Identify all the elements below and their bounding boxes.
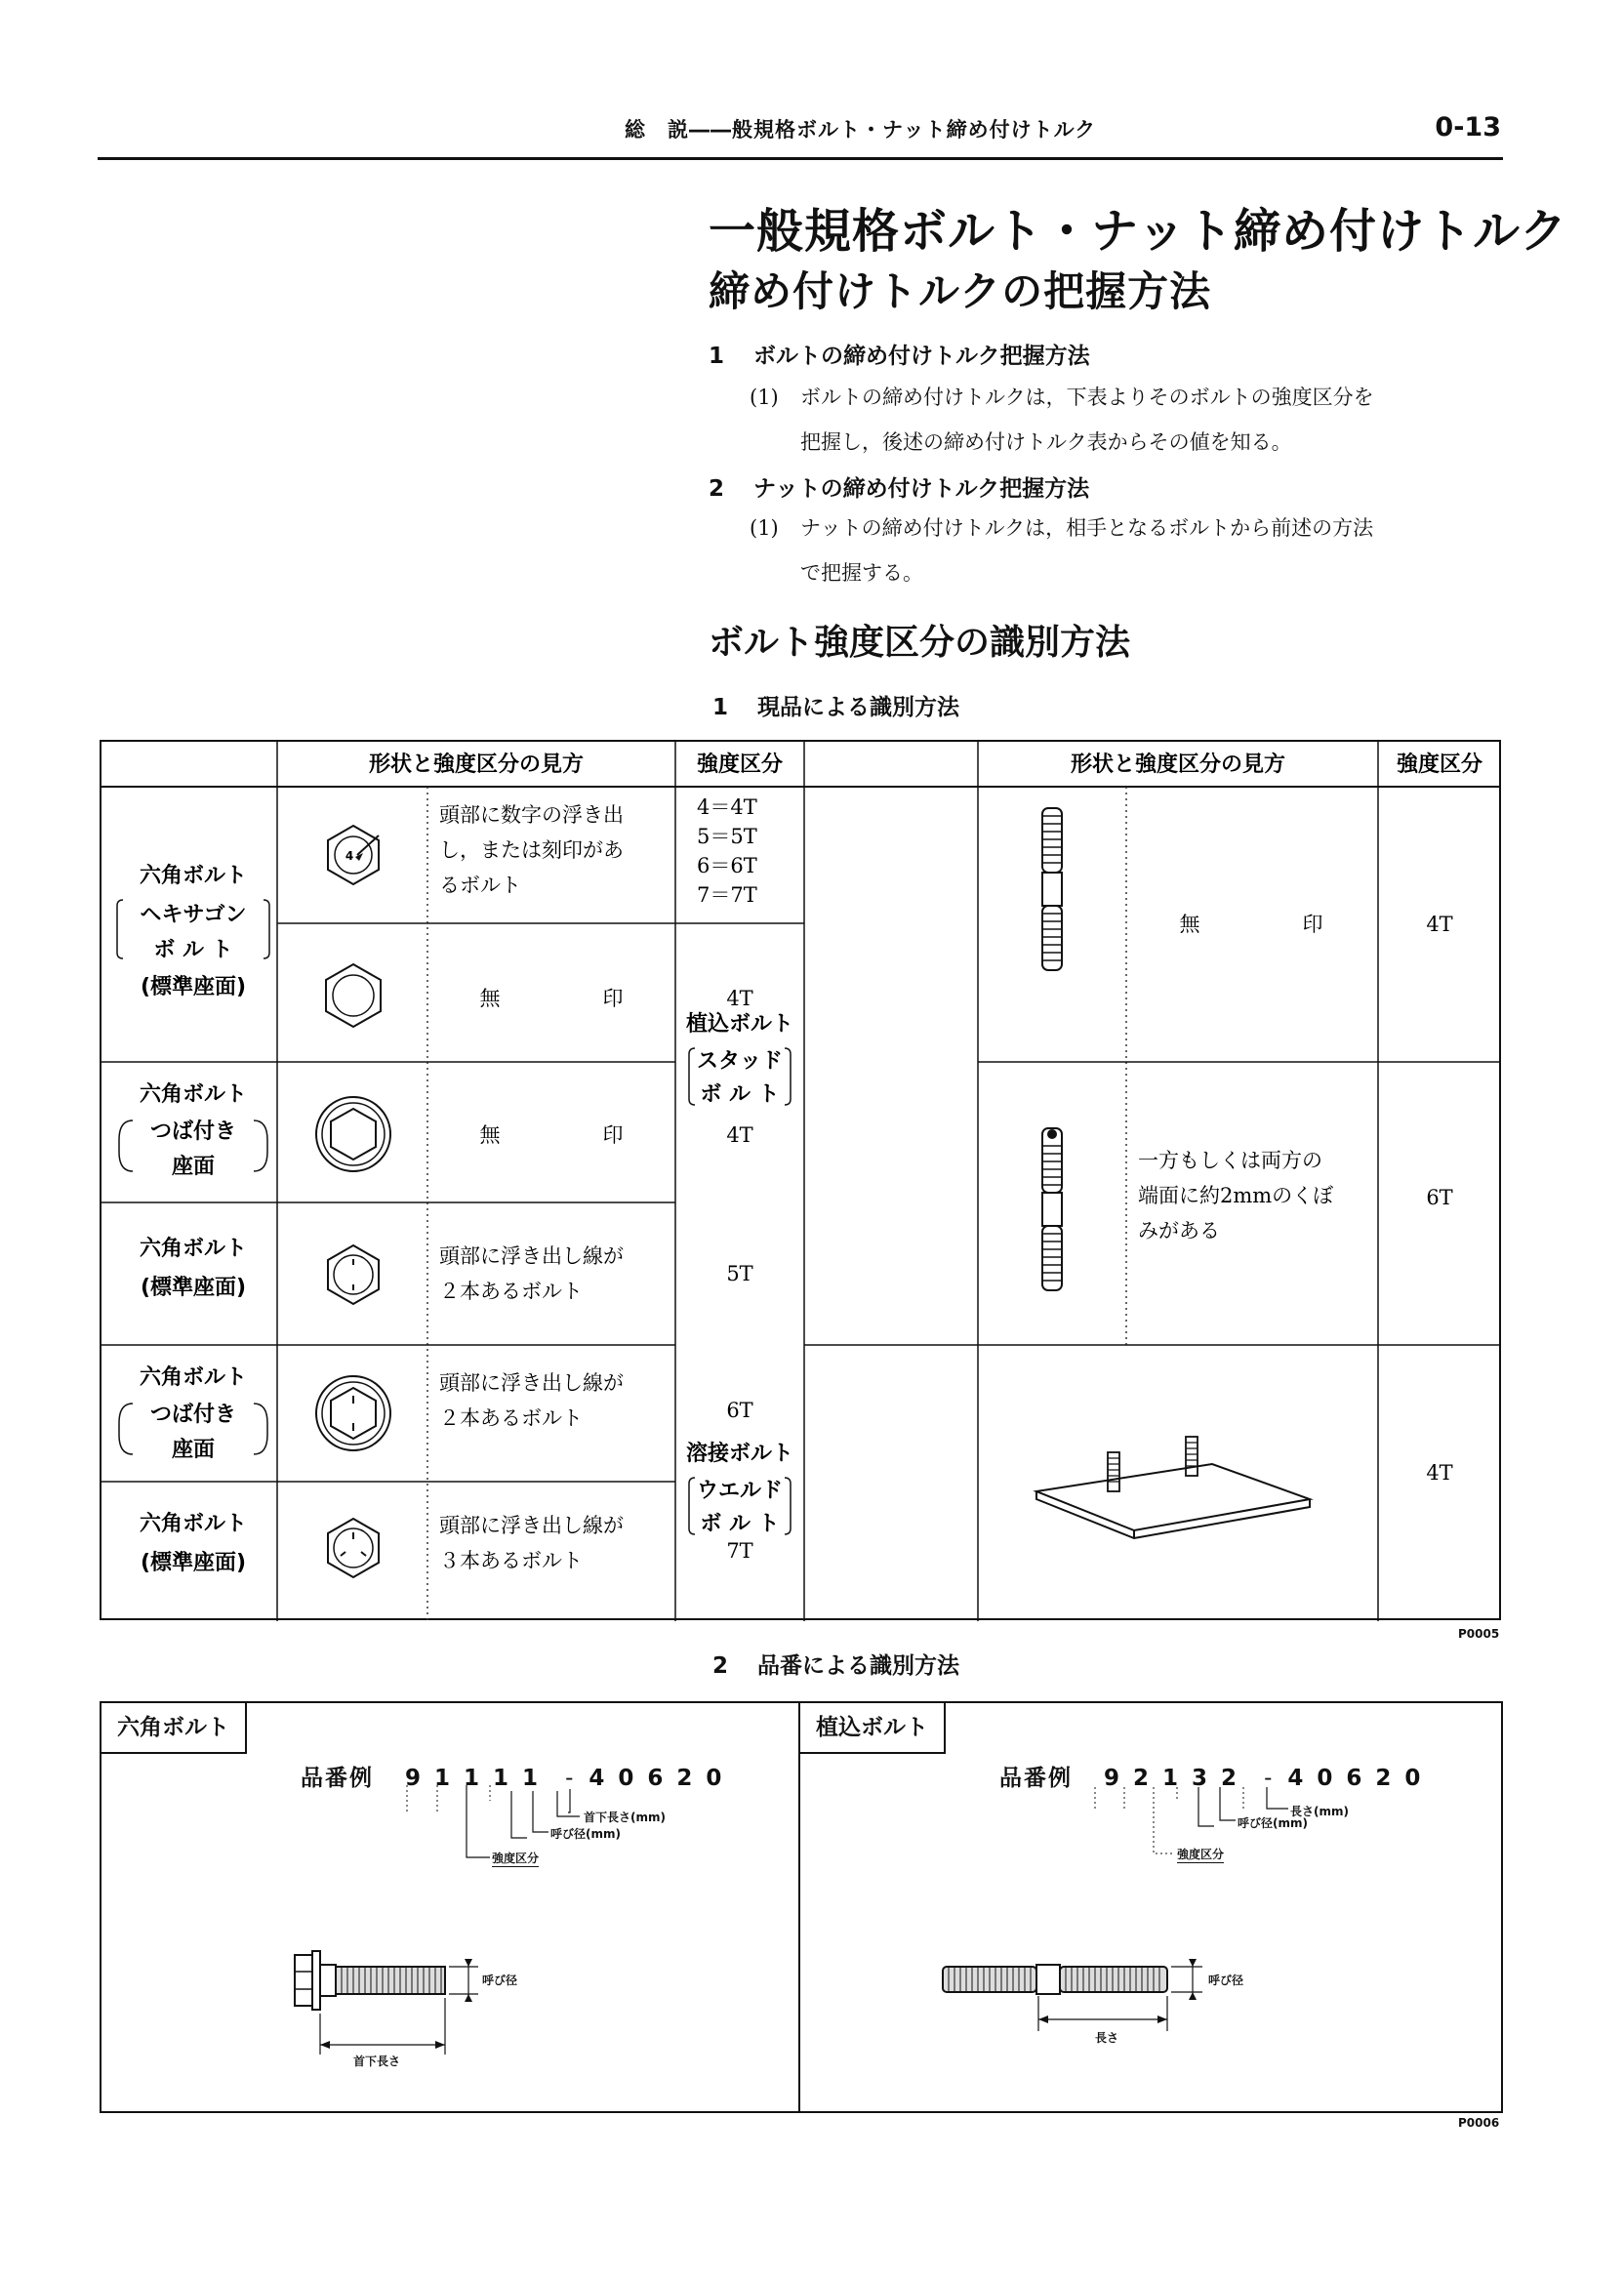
row-d-type-2: (標準座面): [140, 1276, 247, 1300]
row-a-grade-3: 6＝6T: [697, 854, 757, 877]
figure-code-p0006: P0006: [1458, 2116, 1500, 2130]
bracket-left: [117, 900, 123, 958]
stud-part-digits-b: 40620: [1287, 1766, 1435, 1791]
step-1-line-2: 把握し，後述の締め付けトルク表からその値を知る。: [800, 430, 1292, 454]
bracket-left: [689, 1048, 695, 1105]
row-c-grade: 4T: [726, 1123, 753, 1147]
bracket-right: [785, 1478, 791, 1534]
running-header: [98, 114, 1503, 160]
method-1-title: 現品による識別方法: [757, 695, 960, 720]
step-2-line-1: ナットの締め付けトルクは，相手となるボルトから前述の方法: [800, 516, 1374, 540]
weld-grade: 4T: [1426, 1461, 1453, 1485]
method-1-number: 1: [712, 695, 729, 720]
stud2-desc-3: みがある: [1138, 1219, 1220, 1242]
row-a-desc-2: し，または刻印があ: [439, 838, 624, 862]
row-f-desc-2: ３本あるボルト: [439, 1549, 583, 1572]
stud2-grade: 6T: [1426, 1186, 1453, 1209]
row-b-desc: 無 印: [479, 987, 624, 1010]
stud-type-3: ボ ル ト: [700, 1082, 780, 1107]
flange-hex-bolt-plain-icon: [316, 1097, 390, 1171]
hex-dim-diameter: 呼び径: [482, 1974, 518, 1987]
row-e-type: 六角ボルト: [139, 1365, 248, 1390]
stud-grade: 4T: [1426, 913, 1453, 936]
row-e-grade: 6T: [726, 1399, 753, 1422]
tab-hex-bolt: 六角ボルト: [102, 1703, 247, 1754]
step-2-title: ナットの締め付けトルク把握方法: [753, 476, 1090, 502]
stud-type: 植込ボルト: [685, 1012, 794, 1037]
row-a-desc-3: るボルト: [439, 874, 521, 897]
step-2-number: 2: [709, 476, 725, 502]
row-a-grade-2: 5＝5T: [697, 825, 757, 848]
stud2-desc-2: 端面に約2mmのくぼ: [1138, 1184, 1334, 1207]
stud-callout-grade: 強度区分: [1177, 1848, 1225, 1861]
row-e-desc-2: ２本あるボルト: [439, 1406, 583, 1430]
row-b-grade: 4T: [726, 987, 753, 1010]
identification-table: [100, 740, 1501, 1621]
row-f-type-2: (標準座面): [140, 1551, 247, 1575]
table-border: [101, 741, 1500, 1619]
tab-stud-bolt: 植込ボルト: [800, 1703, 946, 1754]
stud-dim-diameter: 呼び径: [1208, 1974, 1244, 1987]
stud2-desc-1: 一方もしくは両方の: [1138, 1149, 1322, 1172]
stud-bolt-side-view-icon: [943, 1965, 1167, 1994]
stud-dim-length: 長さ: [1095, 2031, 1119, 2045]
step-1-title: ボルトの締め付けトルク把握方法: [753, 344, 1090, 369]
row-a-type: 六角ボルト: [139, 864, 248, 888]
row-c-type-2: つば付き: [149, 1120, 237, 1144]
hex-part-label: 品番例: [301, 1766, 374, 1791]
header-grade-right: 強度区分: [1396, 753, 1483, 777]
weld-type: 溶接ボルト: [685, 1442, 794, 1466]
step-1-heading: [709, 338, 1090, 370]
hex-bolt-two-lines-icon: [328, 1245, 379, 1304]
header-shape-right: 形状と強度区分の見方: [1070, 753, 1286, 777]
step-2-paragraph: [750, 506, 1530, 595]
stud-callout-length: 長さ(mm): [1290, 1805, 1349, 1818]
stud-callout-diameter: 呼び径(mm): [1238, 1816, 1308, 1830]
stud-bolt-icon: [1042, 808, 1062, 970]
step-1-paragraph: [750, 375, 1530, 465]
hex-bolt-number-mark-icon: [328, 826, 379, 884]
step-2-heading: [709, 470, 1089, 503]
paren-left: [119, 1120, 133, 1171]
hex-part-digits-b: 40620: [589, 1766, 736, 1791]
step-1-line-1: ボルトの締め付けトルクは，下表よりそのボルトの強度区分を: [800, 386, 1374, 409]
paren-right: [254, 1120, 267, 1171]
stud-bolt-part-diagram: [800, 1703, 1501, 2111]
hex-callout-length: 首下長さ(mm): [584, 1811, 666, 1824]
step-1-item-number: (1): [750, 386, 779, 409]
flange-hex-bolt-two-lines-icon: [316, 1376, 390, 1450]
stud-part-label: 品番例: [999, 1766, 1073, 1791]
subtitle: 締め付けトルクの把握方法: [709, 267, 1212, 315]
row-d-desc-2: ２本あるボルト: [439, 1280, 583, 1303]
stud-part-digits-a: 92132: [1104, 1766, 1251, 1791]
row-a-grade-1: 4＝4T: [697, 795, 757, 819]
hex-part-dash: -: [565, 1766, 576, 1791]
step-2-item-number: (1): [750, 516, 779, 540]
row-e-type-2: つば付き: [149, 1403, 237, 1427]
row-d-type: 六角ボルト: [139, 1237, 248, 1261]
svg-text:4: 4: [345, 849, 354, 863]
part-number-section: [100, 1701, 1503, 2113]
weld-type-2: ウエルド: [696, 1479, 784, 1503]
hex-dim-length: 首下長さ: [353, 2055, 401, 2068]
row-c-type-3: 座面: [171, 1155, 216, 1179]
figure-code-p0005: P0005: [1458, 1627, 1500, 1641]
stud-bolt-recessed-end-icon: [1042, 1128, 1062, 1290]
hex-callout-diameter: 呼び径(mm): [550, 1827, 621, 1841]
page-number: 0-13: [1435, 112, 1501, 142]
weld-type-3: ボ ル ト: [700, 1512, 780, 1536]
bracket-right: [264, 900, 269, 958]
row-f-type: 六角ボルト: [139, 1512, 248, 1536]
strength-title: ボルト強度区分の識別方法: [709, 623, 1131, 663]
row-f-grade: 7T: [726, 1539, 753, 1563]
weld-bolt-icon: [1036, 1437, 1310, 1538]
bracket-left: [689, 1478, 695, 1534]
row-c-type: 六角ボルト: [139, 1082, 248, 1107]
header-grade-left: 強度区分: [696, 753, 784, 777]
row-a-desc-1: 頭部に数字の浮き出: [439, 803, 624, 827]
main-title: 一般規格ボルト・ナット締め付けトルク: [709, 204, 1568, 259]
hex-bolt-side-view-icon: [295, 1951, 445, 2010]
hex-bolt-plain-icon: [326, 964, 381, 1027]
row-a-type-2: ヘキサゴン: [140, 903, 247, 927]
header-shape-left: 形状と強度区分の見方: [368, 753, 585, 777]
row-e-desc-1: 頭部に浮き出し線が: [439, 1371, 624, 1395]
hex-callout-grade: 強度区分: [492, 1852, 540, 1865]
paren-left: [119, 1404, 133, 1454]
step-1-number: 1: [709, 344, 725, 369]
row-a-type-3: ボ ル ト: [153, 938, 233, 962]
method-2-title: 品番による識別方法: [757, 1653, 960, 1679]
stud-desc: 無 印: [1179, 913, 1323, 936]
stud-type-2: スタッド: [696, 1049, 784, 1074]
paren-right: [254, 1404, 267, 1454]
row-d-grade: 5T: [726, 1262, 753, 1285]
row-d-desc-1: 頭部に浮き出し線が: [439, 1244, 624, 1268]
method-1-heading: [712, 689, 959, 721]
method-2-number: 2: [712, 1653, 729, 1679]
bracket-right: [785, 1048, 791, 1105]
method-2-heading: [712, 1648, 959, 1680]
hex-part-digits-a: 91111: [405, 1766, 552, 1791]
hex-bolt-three-lines-icon: [328, 1519, 379, 1577]
row-a-type-4: (標準座面): [140, 975, 247, 999]
stud-part-dash: -: [1264, 1766, 1275, 1791]
row-f-desc-1: 頭部に浮き出し線が: [439, 1514, 624, 1537]
row-e-type-3: 座面: [171, 1438, 216, 1462]
running-title: 総 説――般規格ボルト・ナット締め付けトルク: [625, 118, 1097, 142]
hex-bolt-part-diagram: [102, 1703, 798, 2111]
step-2-line-2: で把握する。: [800, 561, 923, 585]
row-c-desc: 無 印: [479, 1123, 624, 1147]
row-a-grade-4: 7＝7T: [697, 883, 757, 907]
